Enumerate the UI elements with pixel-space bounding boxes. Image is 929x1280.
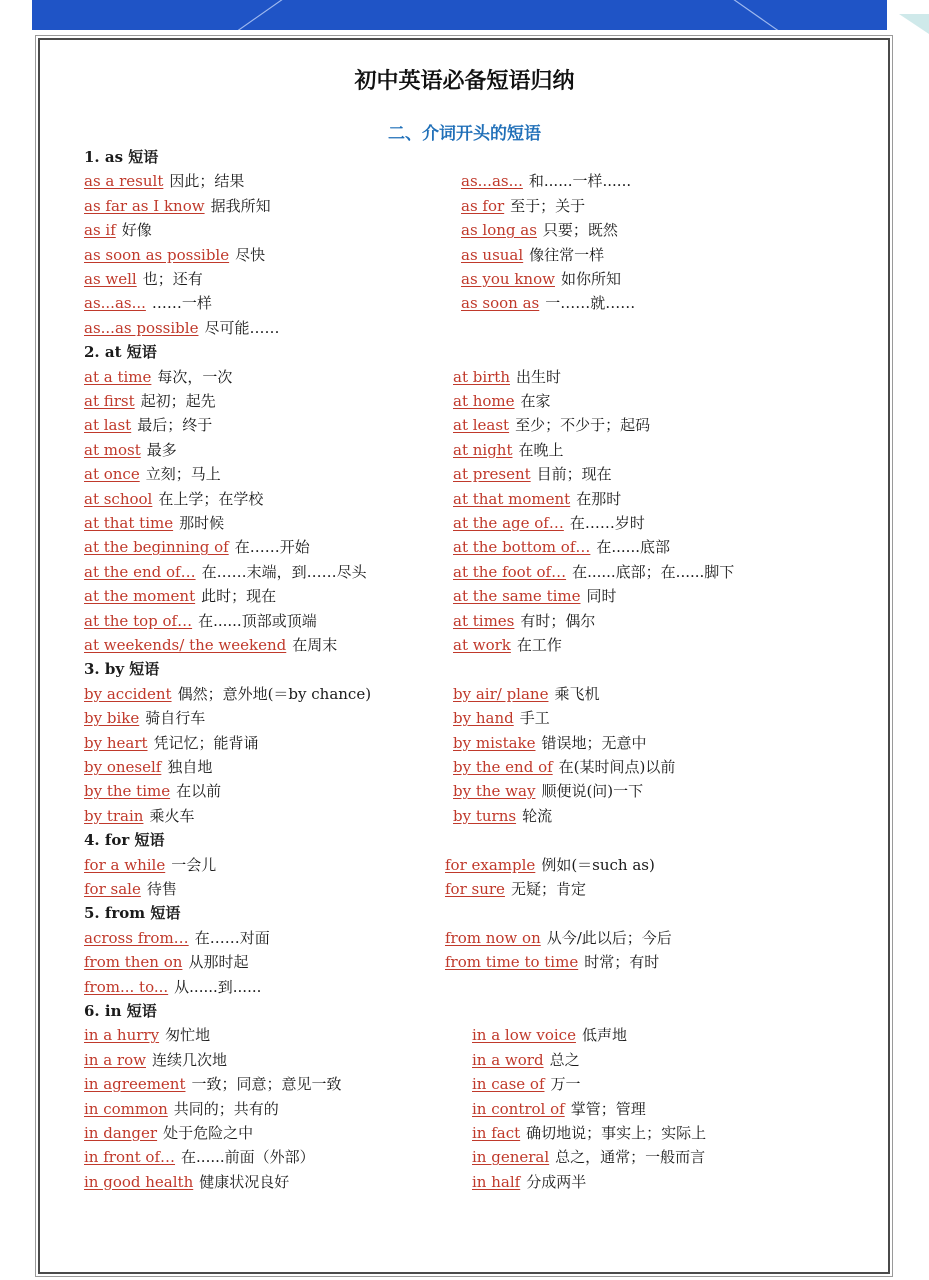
- phrase-english: as well: [84, 270, 137, 288]
- phrase-meaning: 轮流: [522, 806, 553, 825]
- phrase-meaning: 例如(＝such as): [541, 855, 655, 874]
- phrase-entry: [445, 879, 586, 899]
- phrase-meaning: 匆忙地: [165, 1026, 211, 1045]
- phrase-english: as if: [84, 221, 116, 240]
- phrase-entry: [84, 757, 212, 777]
- phrase-meaning: 总之: [549, 1050, 580, 1069]
- phrase-entry: [84, 367, 232, 387]
- phrase-english: at the foot of…: [453, 562, 567, 581]
- phrase-english: for sure: [445, 880, 505, 898]
- page-title: 初中英语必备短语归纳: [354, 69, 575, 94]
- phrase-english: in general: [472, 1148, 550, 1167]
- phrase-entry: [453, 415, 650, 435]
- phrase-meaning: 从......到......: [174, 977, 262, 996]
- phrase-meaning: 立刻；马上: [145, 465, 221, 484]
- phrase-entry: [84, 220, 152, 240]
- phrase-entry: [461, 171, 631, 191]
- phrase-english: at last: [84, 416, 132, 435]
- phrase-english: by train: [84, 806, 144, 825]
- phrase-english: from then on: [84, 953, 183, 972]
- phrase-meaning: 在上学；在学校: [158, 489, 264, 508]
- phrase-meaning: 从今/此以后；今后: [546, 928, 672, 947]
- phrase-english: at that time: [84, 514, 174, 532]
- phrase-entry: [453, 757, 675, 777]
- phrase-english: as long as: [461, 221, 537, 240]
- phrase-meaning: 待售: [146, 880, 177, 898]
- phrase-entry: [461, 293, 635, 313]
- phrase-english: in control of: [472, 1099, 565, 1118]
- phrase-meaning: 连续几次地: [151, 1050, 227, 1069]
- phrase-english: as...as...: [461, 172, 523, 191]
- phrase-meaning: 在晚上: [518, 440, 564, 459]
- phrase-meaning: 凭记忆；能背诵: [153, 733, 259, 752]
- phrase-english: at weekends/ the weekend: [84, 636, 287, 654]
- section-heading: 6. in 短语: [84, 1002, 157, 1020]
- phrase-entry: [84, 1147, 315, 1167]
- phrase-meaning: 分成两半: [526, 1172, 587, 1191]
- phrase-english: in common: [84, 1099, 168, 1118]
- phrase-entry: [84, 733, 259, 753]
- phrase-entry: [84, 1050, 227, 1070]
- phrase-english: at school: [84, 489, 153, 508]
- phrase-meaning: 目前；现在: [536, 465, 612, 484]
- phrase-english: by the time: [84, 782, 171, 801]
- phrase-meaning: 在……岁时: [569, 514, 645, 532]
- phrase-english: by oneself: [84, 758, 162, 776]
- section-heading: 1. as 短语: [84, 148, 159, 166]
- phrase-english: by turns: [453, 806, 517, 825]
- phrase-meaning: 共同的；共有的: [173, 1099, 279, 1118]
- phrase-english: at the age of…: [453, 514, 564, 532]
- phrase-english: at the end of…: [84, 562, 196, 581]
- phrase-meaning: 在(某时间点)以前: [558, 758, 676, 776]
- phrase-entry: [84, 318, 279, 338]
- phrase-english: at birth: [453, 367, 510, 386]
- phrase-meaning: 只要；既然: [542, 221, 618, 240]
- phrase-english: at night: [453, 440, 513, 459]
- phrase-meaning: 据我所知: [210, 196, 271, 215]
- phrase-entry: [453, 464, 612, 484]
- phrase-meaning: 最后；终于: [137, 416, 213, 435]
- phrase-english: at most: [84, 440, 141, 459]
- phrase-english: in good health: [84, 1172, 194, 1191]
- phrase-entry: [84, 928, 270, 948]
- phrase-meaning: 无疑；肯定: [510, 880, 586, 898]
- phrase-english: in case of: [472, 1075, 545, 1094]
- phrase-entry: [472, 1074, 581, 1094]
- phrase-english: from... to...: [84, 977, 169, 996]
- phrase-meaning: 尽可能……: [204, 318, 280, 337]
- phrase-entry: [84, 635, 337, 655]
- phrase-entry: [84, 513, 224, 533]
- phrase-entry: [461, 245, 604, 265]
- phrase-entry: [472, 1172, 586, 1192]
- phrase-english: in front of…: [84, 1148, 176, 1167]
- phrase-english: as soon as: [461, 294, 540, 313]
- phrase-english: by the way: [453, 782, 536, 801]
- section-heading: 4. for 短语: [84, 831, 165, 850]
- phrase-entry: [472, 1025, 627, 1045]
- phrase-meaning: 一致；同意；意见一致: [191, 1075, 342, 1094]
- phrase-entry: [472, 1147, 705, 1167]
- phrase-english: at the bottom of…: [453, 538, 591, 557]
- phrase-meaning: 在......底部: [596, 538, 670, 557]
- phrase-entry: [453, 635, 562, 655]
- phrase-entry: [453, 586, 617, 606]
- phrase-english: by air/ plane: [453, 684, 549, 703]
- phrase-english: as for: [461, 196, 505, 215]
- phrase-english: at the top of…: [84, 611, 193, 630]
- phrase-meaning: 在工作: [516, 636, 562, 654]
- phrase-english: from time to time: [445, 953, 579, 972]
- phrase-meaning: 在家: [520, 392, 551, 410]
- phrase-meaning: 独自地: [167, 758, 213, 776]
- phrase-entry: [445, 855, 655, 875]
- phrase-entry: [453, 733, 647, 753]
- phrase-meaning: 在......顶部或顶端: [198, 611, 317, 630]
- phrase-english: at work: [453, 636, 511, 654]
- phrase-meaning: 也；还有: [142, 270, 203, 288]
- phrase-english: in agreement: [84, 1075, 186, 1094]
- phrase-entry: [84, 562, 367, 582]
- phrase-meaning: 从那时起: [188, 953, 249, 972]
- phrase-meaning: 最多: [146, 440, 177, 459]
- phrase-entry: [461, 220, 618, 240]
- phrase-english: at that moment: [453, 489, 571, 508]
- phrase-meaning: 那时候: [179, 514, 225, 532]
- phrase-english: by bike: [84, 709, 140, 728]
- phrase-entry: [84, 245, 265, 265]
- phrase-meaning: 有时；偶尔: [520, 611, 596, 630]
- phrase-meaning: 在......前面（外部）: [181, 1148, 315, 1167]
- phrase-entry: [472, 1099, 646, 1119]
- phrase-entry: [84, 415, 212, 435]
- phrase-entry: [453, 537, 670, 557]
- phrase-english: at the same time: [453, 587, 581, 606]
- phrase-entry: [453, 367, 561, 387]
- phrase-meaning: 顺便说(问)一下: [541, 782, 644, 801]
- phrase-english: at times: [453, 611, 515, 630]
- phrase-entry: [84, 806, 194, 826]
- phrase-english: from now on: [445, 928, 541, 947]
- phrase-english: for sale: [84, 880, 141, 898]
- phrase-entry: [84, 977, 261, 997]
- phrase-english: by hand: [453, 709, 514, 728]
- phrase-meaning: 一……就……: [545, 294, 636, 313]
- phrase-entry: [84, 611, 317, 631]
- phrase-english: at the moment: [84, 587, 196, 606]
- phrase-meaning: 处于危险之中: [163, 1124, 254, 1142]
- phrase-meaning: 在那时: [576, 489, 622, 508]
- phrase-meaning: 在......底部；在......脚下: [572, 562, 735, 581]
- phrase-meaning: 一会儿: [171, 855, 217, 874]
- phrase-entry: [84, 952, 248, 972]
- phrase-meaning: 因此；结果: [169, 172, 245, 191]
- phrase-entry: [84, 879, 177, 899]
- phrase-meaning: 低声地: [581, 1026, 627, 1045]
- phrase-entry: [472, 1123, 706, 1143]
- phrase-entry: [445, 928, 672, 948]
- phrase-english: for example: [445, 855, 536, 874]
- phrase-meaning: 在……末端，到……尽头: [201, 562, 367, 581]
- phrase-entry: [84, 171, 244, 191]
- phrase-meaning: 手工: [519, 709, 550, 728]
- phrase-english: in fact: [472, 1124, 521, 1142]
- phrase-meaning: 总之，通常；一般而言: [555, 1148, 706, 1167]
- phrase-meaning: 掌管；管理: [570, 1099, 646, 1118]
- phrase-entry: [453, 489, 621, 509]
- phrase-entry: [472, 1050, 580, 1070]
- phrase-entry: [84, 464, 221, 484]
- phrase-entry: [453, 513, 645, 533]
- phrase-english: in danger: [84, 1124, 158, 1142]
- phrase-meaning: 出生时: [516, 367, 562, 386]
- phrase-meaning: 如你所知: [560, 270, 621, 288]
- phrase-entry: [84, 293, 212, 313]
- phrase-meaning: 每次，一次: [157, 367, 233, 386]
- phrase-english: at least: [453, 416, 510, 435]
- phrase-english: as far as I know: [84, 196, 205, 215]
- phrase-english: in a row: [84, 1050, 146, 1069]
- phrase-entry: [84, 684, 371, 704]
- phrase-meaning: 在以前: [176, 782, 222, 801]
- phrase-english: in half: [472, 1172, 521, 1191]
- phrase-entry: [84, 269, 203, 289]
- phrase-entry: [84, 440, 177, 460]
- phrase-english: at once: [84, 465, 140, 484]
- phrase-english: by the end of: [453, 758, 553, 776]
- phrase-english: as...as...: [84, 294, 146, 313]
- phrase-meaning: 确切地说；事实上；实际上: [526, 1124, 707, 1142]
- phrase-entry: [453, 611, 595, 631]
- phrase-english: as usual: [461, 245, 524, 264]
- phrase-meaning: 尽快: [235, 245, 266, 264]
- phrase-meaning: 乘火车: [149, 806, 195, 825]
- phrase-entry: [84, 855, 216, 875]
- phrase-meaning: 健康状况良好: [199, 1172, 290, 1191]
- phrase-entry: [453, 806, 552, 826]
- phrase-english: by accident: [84, 684, 172, 703]
- phrase-meaning: 和......一样......: [528, 172, 632, 191]
- phrase-entry: [84, 1025, 210, 1045]
- phrase-english: as soon as possible: [84, 245, 230, 264]
- phrase-meaning: 像往常一样: [529, 245, 605, 264]
- section-heading: 3. by 短语: [84, 660, 160, 679]
- phrase-entry: [453, 781, 643, 801]
- phrase-entry: [84, 586, 276, 606]
- phrase-english: at the beginning of: [84, 538, 229, 557]
- phrase-meaning: 起初；起先: [140, 392, 216, 410]
- section-subtitle: 二、介词开头的短语: [388, 124, 541, 144]
- phrase-entry: [84, 1099, 279, 1119]
- phrase-english: in a word: [472, 1050, 544, 1069]
- phrase-entry: [461, 269, 621, 289]
- phrase-meaning: 至于；关于: [510, 196, 586, 215]
- phrase-meaning: 在……对面: [194, 928, 270, 947]
- phrase-entry: [84, 1123, 253, 1143]
- phrase-meaning: 此时；现在: [201, 587, 277, 606]
- phrase-english: as you know: [461, 270, 555, 288]
- phrase-entry: [84, 708, 205, 728]
- phrase-entry: [453, 684, 599, 704]
- phrase-english: across from…: [84, 928, 189, 947]
- phrase-english: by heart: [84, 733, 148, 752]
- phrase-meaning: 在……开始: [234, 538, 310, 557]
- phrase-english: at home: [453, 392, 515, 410]
- phrase-entry: [453, 562, 734, 582]
- phrase-entry: [84, 781, 221, 801]
- phrase-english: in a low voice: [472, 1026, 576, 1045]
- phrase-meaning: 好像: [121, 221, 152, 240]
- phrase-english: for a while: [84, 855, 166, 874]
- phrase-english: as a result: [84, 172, 164, 191]
- phrase-english: as...as possible: [84, 318, 199, 337]
- phrase-entry: [84, 196, 271, 216]
- section-heading: 2. at 短语: [84, 343, 157, 362]
- phrase-meaning: 时常；有时: [584, 953, 660, 972]
- phrase-entry: [453, 440, 564, 460]
- phrase-entry: [453, 708, 550, 728]
- phrase-english: at present: [453, 465, 531, 484]
- phrase-english: in a hurry: [84, 1026, 160, 1045]
- phrase-meaning: 同时: [586, 587, 617, 606]
- phrase-meaning: 错误地；无意中: [541, 733, 647, 752]
- phrase-meaning: 乘飞机: [554, 684, 600, 703]
- phrase-entry: [445, 952, 659, 972]
- phrase-meaning: ……一样: [151, 294, 212, 313]
- phrase-english: by mistake: [453, 733, 536, 752]
- phrase-entry: [84, 1074, 342, 1094]
- phrase-entry: [461, 196, 585, 216]
- phrase-entry: [84, 1172, 289, 1192]
- phrase-english: at first: [84, 392, 135, 410]
- phrase-meaning: 至少；不少于；起码: [515, 416, 651, 435]
- phrase-entry: [84, 391, 216, 411]
- phrase-meaning: 偶然；意外地(＝by chance): [177, 684, 372, 703]
- phrase-meaning: 在周末: [292, 636, 338, 654]
- phrase-english: at a time: [84, 367, 152, 386]
- phrase-meaning: 骑自行车: [145, 709, 206, 728]
- phrase-entry: [453, 391, 551, 411]
- phrase-entry: [84, 489, 263, 509]
- phrase-meaning: 万一: [550, 1075, 581, 1094]
- phrase-entry: [84, 537, 310, 557]
- section-heading: 5. from 短语: [84, 904, 181, 923]
